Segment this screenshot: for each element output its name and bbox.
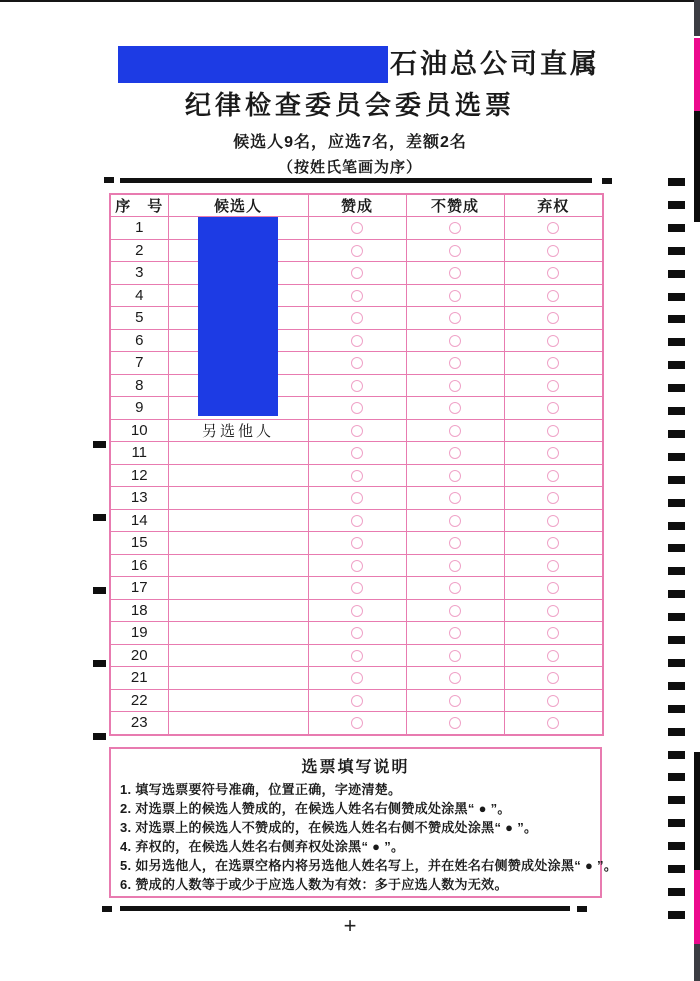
timing-mark-right [668,659,685,667]
disapprove-circle[interactable] [449,267,461,279]
vote-cell [504,419,603,442]
timing-mark-right [668,247,685,255]
ballot-header-row [110,194,603,217]
ballot-row [110,712,603,735]
instruction-item: 1. 填写选票要符号准确，位置正确，字迹清楚。 [120,782,402,797]
col-header-approve: 赞成 [308,194,406,217]
edge-strip-magenta-bottom [694,870,700,944]
vote-cell [406,464,504,487]
candidate-name-cell[interactable] [168,644,308,667]
vote-cell [406,577,504,600]
abstain-circle[interactable] [547,515,559,527]
row-number: 8 [110,374,168,397]
abstain-circle[interactable] [547,672,559,684]
ballot-row [110,262,603,285]
row-number: 11 [110,442,168,465]
vote-cell [504,397,603,420]
row-number: 5 [110,307,168,330]
abstain-circle[interactable] [547,627,559,639]
approve-circle[interactable] [351,582,363,594]
disapprove-circle[interactable] [449,650,461,662]
col-header-abstain: 弃权 [504,194,603,217]
approve-circle[interactable] [351,717,363,729]
timing-mark-left [93,733,106,740]
vote-cell [308,554,406,577]
timing-mark-right [668,819,685,827]
edge-strip-black-top [694,111,700,222]
ballot-row [110,217,603,240]
col-header-candidate: 候选人 [168,194,308,217]
vote-cell [308,712,406,735]
vote-cell [504,644,603,667]
candidate-name-cell[interactable] [168,554,308,577]
vote-cell [308,262,406,285]
approve-circle[interactable] [351,650,363,662]
ballot-row [110,554,603,577]
vote-cell [308,442,406,465]
vote-cell [406,262,504,285]
timing-mark-left [93,441,106,448]
row-number: 13 [110,487,168,510]
abstain-circle[interactable] [547,650,559,662]
disapprove-circle[interactable] [449,717,461,729]
vote-cell [308,667,406,690]
vote-cell [308,352,406,375]
redaction-box-candidates [198,217,278,416]
timing-mark-right [668,430,685,438]
ballot-row [110,352,603,375]
timing-mark-right [668,224,685,232]
candidate-name-cell[interactable] [168,599,308,622]
instruction-item: 3. 对选票上的候选人不赞成的，在候选人姓名右侧不赞成处涂黑“ ● ”。 [120,820,538,835]
disapprove-circle[interactable] [449,312,461,324]
title-line1 [118,46,600,83]
row-number: 7 [110,352,168,375]
timing-mark-left [93,514,106,521]
instruction-item: 5. 如另选他人，在选票空格内将另选他人姓名写上，并在姓名右侧赞成处涂黑“ ● ”。 [120,858,618,873]
ballot-row [110,532,603,555]
vote-cell [308,644,406,667]
vote-cell [406,374,504,397]
title-line2-text: 纪律检查委员会委员选票 [184,91,515,120]
vote-cell [504,442,603,465]
approve-circle[interactable] [351,222,363,234]
vote-cell [406,239,504,262]
timing-mark-right [668,911,685,919]
abstain-circle[interactable] [547,402,559,414]
disapprove-circle[interactable] [449,290,461,302]
ballot-row [110,239,603,262]
vote-cell [308,329,406,352]
disapprove-circle[interactable] [449,672,461,684]
ballot-row [110,284,603,307]
instructions-list [120,780,618,894]
candidate-name-cell[interactable] [168,442,308,465]
timing-mark-right [668,338,685,346]
timing-mark-right [668,384,685,392]
approve-circle[interactable] [351,425,363,437]
vote-cell [308,284,406,307]
ballot-row [110,464,603,487]
timing-mark-right [668,476,685,484]
vote-cell [406,667,504,690]
timing-mark-right [668,453,685,461]
corner-mark-top-right [602,178,612,184]
ballot-table [109,193,604,736]
disapprove-circle[interactable] [449,537,461,549]
row-number: 18 [110,599,168,622]
candidate-count-line: 候选人9名，应选7名，差额2名 [233,134,467,151]
candidate-name-cell[interactable] [168,532,308,555]
ballot-row [110,667,603,690]
ballot-row [110,442,603,465]
timing-mark-left [93,660,106,667]
candidate-name-cell[interactable] [168,667,308,690]
vote-cell [406,509,504,532]
abstain-circle[interactable] [547,537,559,549]
vote-cell [406,442,504,465]
disapprove-circle[interactable] [449,492,461,504]
timing-mark-right [668,567,685,575]
row-number: 15 [110,532,168,555]
vote-cell [406,487,504,510]
write-in-label: 另选他人 [168,419,308,442]
candidate-name-cell[interactable] [168,509,308,532]
vote-cell [504,464,603,487]
disapprove-circle[interactable] [449,245,461,257]
vote-cell [504,374,603,397]
vote-cell [406,712,504,735]
abstain-circle[interactable] [547,290,559,302]
vote-cell [504,667,603,690]
instructions-box [109,747,618,898]
abstain-circle[interactable] [547,605,559,617]
approve-circle[interactable] [351,380,363,392]
approve-circle[interactable] [351,605,363,617]
corner-mark-top-left [104,177,114,183]
candidate-name-cell[interactable] [168,622,308,645]
vote-cell [406,307,504,330]
vote-cell [406,419,504,442]
vote-cell [406,352,504,375]
candidate-name-cell[interactable] [168,487,308,510]
approve-circle[interactable] [351,290,363,302]
timing-mark-right [668,751,685,759]
disapprove-circle[interactable] [449,470,461,482]
abstain-circle[interactable] [547,425,559,437]
timing-mark-left [93,587,106,594]
edge-strip-magenta-top [694,38,700,111]
instructions-title: 选票填写说明 [301,759,410,776]
ballot-row [110,329,603,352]
row-number: 4 [110,284,168,307]
disapprove-circle[interactable] [449,582,461,594]
disapprove-circle[interactable] [449,335,461,347]
ballot-row [110,419,603,442]
timing-mark-right [668,796,685,804]
ballot-row [110,577,603,600]
vote-cell [308,374,406,397]
timing-mark-right [668,499,685,507]
edge-strip-dark-bottom [694,944,700,981]
approve-circle[interactable] [351,537,363,549]
row-number: 9 [110,397,168,420]
row-number: 3 [110,262,168,285]
vote-cell [308,622,406,645]
corner-mark-bottom-left [102,906,112,912]
timing-mark-right [668,842,685,850]
vote-cell [308,532,406,555]
registration-cross: + [343,913,357,938]
vote-cell [406,532,504,555]
timing-mark-right [668,544,685,552]
approve-circle[interactable] [351,447,363,459]
ballot-row [110,397,603,420]
approve-circle[interactable] [351,312,363,324]
edge-strip-black-bottom [694,752,700,870]
vote-cell [504,532,603,555]
approve-circle[interactable] [351,357,363,369]
abstain-circle[interactable] [547,312,559,324]
timing-mark-right [668,522,685,530]
ballot-row [110,487,603,510]
approve-circle[interactable] [351,515,363,527]
timing-mark-right [668,361,685,369]
row-number: 6 [110,329,168,352]
timing-mark-right [668,682,685,690]
row-number: 1 [110,217,168,240]
timing-mark-right [668,178,685,186]
abstain-circle[interactable] [547,335,559,347]
vote-cell [504,307,603,330]
disapprove-circle[interactable] [449,560,461,572]
vote-cell [406,217,504,240]
vote-cell [308,464,406,487]
approve-circle[interactable] [351,335,363,347]
vote-cell [504,262,603,285]
row-number: 12 [110,464,168,487]
abstain-circle[interactable] [547,380,559,392]
approve-circle[interactable] [351,245,363,257]
register-bar-top [120,178,592,183]
timing-mark-right [668,407,685,415]
vote-cell [504,622,603,645]
disapprove-circle[interactable] [449,627,461,639]
approve-circle[interactable] [351,402,363,414]
disapprove-circle[interactable] [449,425,461,437]
timing-mark-right [668,590,685,598]
timing-mark-right [668,315,685,323]
approve-circle[interactable] [351,627,363,639]
row-number: 19 [110,622,168,645]
instruction-item: 6. 赞成的人数等于或少于应选人数为有效：多于应选人数为无效。 [120,877,508,892]
abstain-circle[interactable] [547,582,559,594]
vote-cell [504,217,603,240]
timing-mark-right [668,773,685,781]
abstain-circle[interactable] [547,695,559,707]
redaction-box-title [118,46,388,83]
abstain-circle[interactable] [547,222,559,234]
disapprove-circle[interactable] [449,380,461,392]
vote-cell [504,487,603,510]
approve-circle[interactable] [351,672,363,684]
scan-top-edge [0,0,700,2]
timing-mark-right [668,728,685,736]
ballot-row [110,374,603,397]
ballot-row [110,689,603,712]
vote-cell [504,352,603,375]
row-number: 14 [110,509,168,532]
abstain-circle[interactable] [547,245,559,257]
vote-cell [406,599,504,622]
sort-order-note: （按姓氏笔画为序） [277,159,422,176]
ballot-row [110,599,603,622]
vote-cell [504,577,603,600]
instruction-item: 2. 对选票上的候选人赞成的，在候选人姓名右侧赞成处涂黑“ ● ”。 [120,801,511,816]
vote-cell [406,644,504,667]
ballot-row [110,622,603,645]
disapprove-circle[interactable] [449,222,461,234]
edge-strip-dark-top [694,0,700,36]
vote-cell [308,577,406,600]
approve-circle[interactable] [351,492,363,504]
row-number: 21 [110,667,168,690]
disapprove-circle[interactable] [449,605,461,617]
corner-mark-bottom-right [577,906,587,912]
candidate-name-cell[interactable] [168,712,308,735]
vote-cell [308,689,406,712]
ballot-row [110,644,603,667]
vote-cell [504,689,603,712]
disapprove-circle[interactable] [449,515,461,527]
row-number: 23 [110,712,168,735]
vote-cell [406,284,504,307]
vote-cell [504,712,603,735]
vote-cell [504,329,603,352]
abstain-circle[interactable] [547,470,559,482]
row-number: 10 [110,419,168,442]
ballot-row [110,509,603,532]
vote-cell [308,509,406,532]
abstain-circle[interactable] [547,267,559,279]
approve-circle[interactable] [351,267,363,279]
candidate-name-cell[interactable] [168,577,308,600]
approve-circle[interactable] [351,695,363,707]
row-number: 17 [110,577,168,600]
timing-mark-right [668,201,685,209]
abstain-circle[interactable] [547,560,559,572]
vote-cell [504,509,603,532]
row-number: 2 [110,239,168,262]
vote-cell [308,487,406,510]
vote-cell [308,397,406,420]
candidate-name-cell[interactable] [168,689,308,712]
abstain-circle[interactable] [547,492,559,504]
disapprove-circle[interactable] [449,402,461,414]
vote-cell [406,397,504,420]
col-header-disapprove: 不赞成 [406,194,504,217]
row-number: 20 [110,644,168,667]
vote-cell [504,599,603,622]
vote-cell [308,307,406,330]
row-number: 16 [110,554,168,577]
vote-cell [406,622,504,645]
vote-cell [308,217,406,240]
abstain-circle[interactable] [547,717,559,729]
timing-mark-right [668,865,685,873]
vote-cell [406,554,504,577]
abstain-circle[interactable] [547,357,559,369]
disapprove-circle[interactable] [449,447,461,459]
instruction-item: 4. 弃权的，在候选人姓名右侧弃权处涂黑“ ● ”。 [120,839,405,854]
timing-mark-right [668,270,685,278]
vote-cell [406,689,504,712]
vote-cell [504,284,603,307]
timing-mark-right [668,705,685,713]
row-number: 22 [110,689,168,712]
timing-mark-right [668,293,685,301]
timing-mark-right [668,636,685,644]
abstain-circle[interactable] [547,447,559,459]
candidate-name-cell[interactable] [168,464,308,487]
timing-mark-right [668,613,685,621]
col-header-index: 序 号 [110,194,168,217]
title-line1-text: 石油总公司直属 [390,49,600,79]
disapprove-circle[interactable] [449,695,461,707]
vote-cell [504,554,603,577]
approve-circle[interactable] [351,560,363,572]
vote-cell [308,419,406,442]
disapprove-circle[interactable] [449,357,461,369]
register-bar-bottom [120,906,570,911]
vote-cell [504,239,603,262]
vote-cell [308,599,406,622]
ballot-row [110,307,603,330]
approve-circle[interactable] [351,470,363,482]
timing-mark-right [668,888,685,896]
vote-cell [308,239,406,262]
vote-cell [406,329,504,352]
